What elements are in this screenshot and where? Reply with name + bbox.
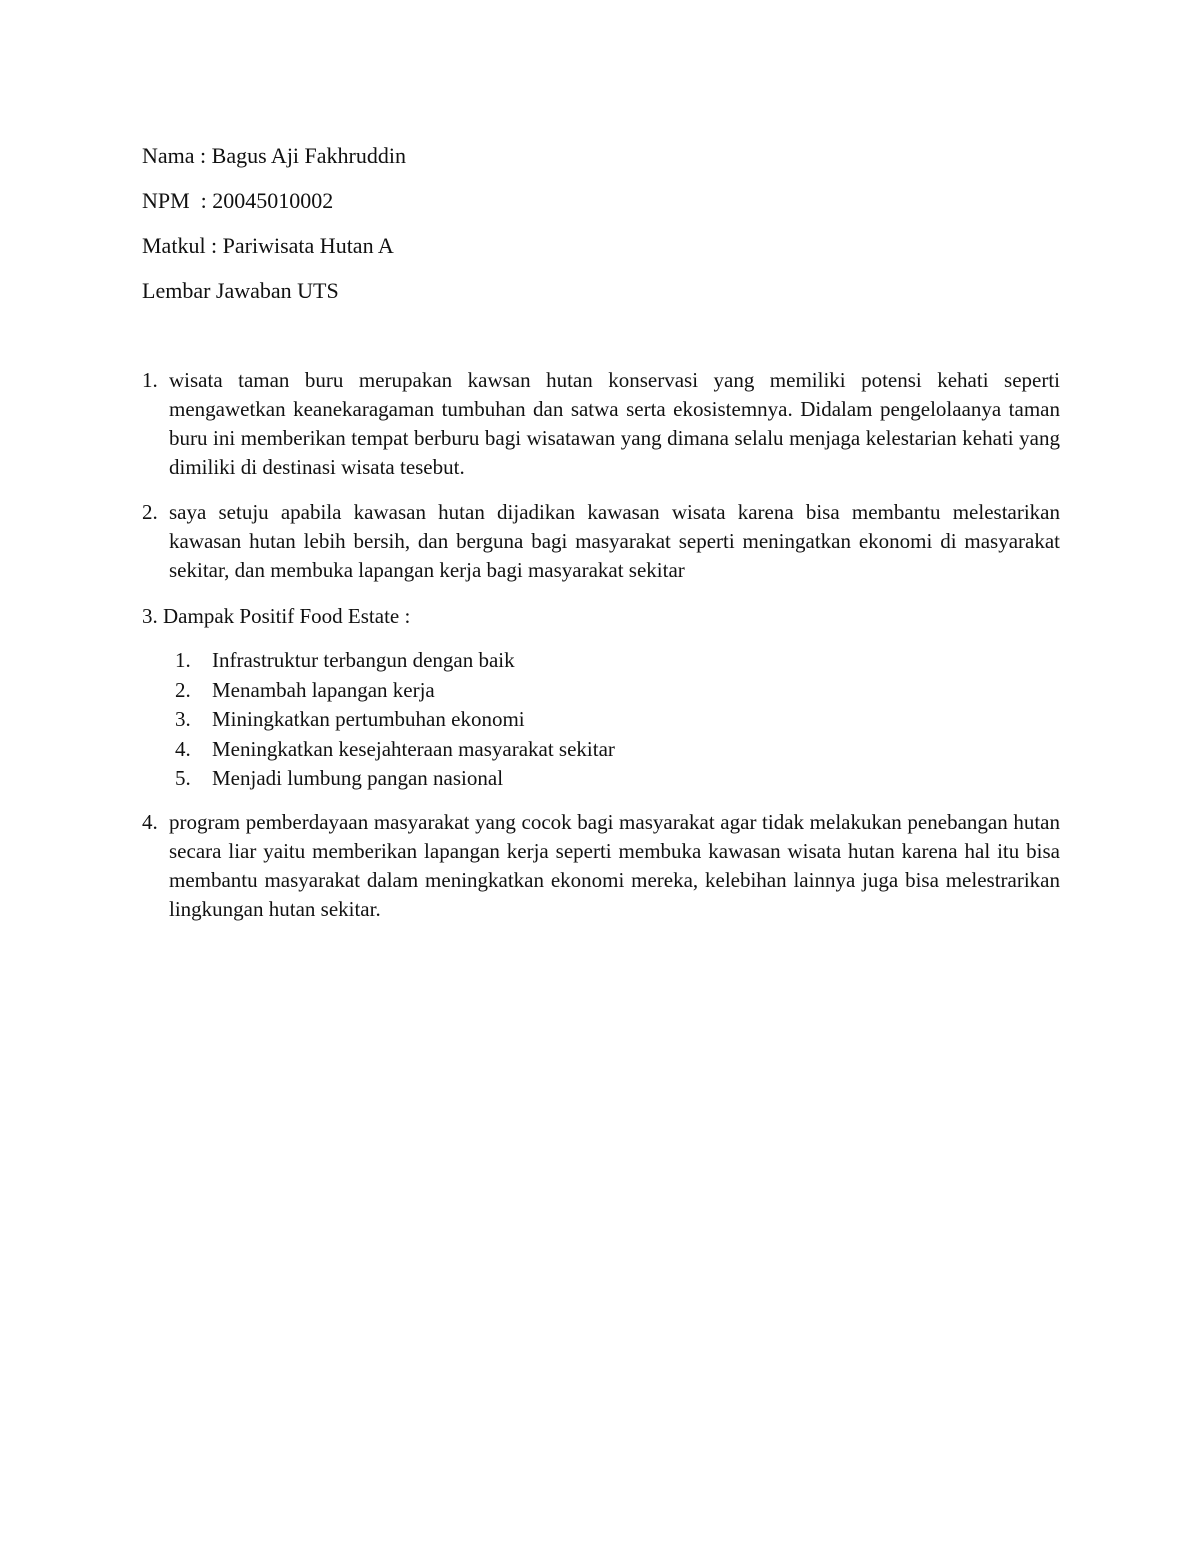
answer-2 [142,498,1060,585]
list-item: 1. Infrastruktur terbangun dengan baik [175,648,515,672]
list-item: 5. Menjadi lumbung pangan nasional [175,766,504,790]
answer-1-number: 1. [142,368,158,392]
answer-2-text: saya setuju apabila kawasan hutan dijadikan kawasan wisata karena bisa membantu melestarikan kawasan hutan lebih bersih, dan berguna bagi masyarakat seperti meningatkan ekonomi di masyarakat sekitar, dan membuka lapangan kerja bagi masyarakat sekitar [169,500,1060,582]
answer-1-text: wisata taman buru merupakan kawsan hutan konservasi yang memiliki potensi kehati seperti mengawetkan keanekaragaman tumbuhan dan satwa serta ekosistemnya. Didalam pengelolaanya taman buru ini memberikan tempat berburu bagi wisatawan yang dimana selalu menjaga kelestarian kehati yang dimiliki di destinasi wisata tesebut. [169,368,1060,479]
answer-1 [142,366,1060,482]
answer-3-list [175,646,615,794]
answer-3-title: 3. Dampak Positif Food Estate : [142,604,411,628]
course-name: Matkul : Pariwisata Hutan A [142,233,394,258]
answer-4-number: 4. [142,810,158,834]
student-name: Nama : Bagus Aji Fakhruddin [142,143,406,168]
list-item: 2. Menambah lapangan kerja [175,677,435,702]
answer-2-number: 2. [142,500,158,524]
student-npm: NPM : 20045010002 [142,188,334,213]
sheet-title: Lembar Jawaban UTS [142,278,339,303]
list-item: 3. Miningkatkan pertumbuhan ekonomi [175,707,525,731]
answer-4 [142,808,1060,924]
answer-4-text: program pemberdayaan masyarakat yang cocok bagi masyarakat agar tidak melakukan penebangan hutan secara liar yaitu memberikan lapangan kerja seperti membuka kawasan wisata hutan karena hal itu bisa membantu masyarakat dalam meningkatkan ekonomi mereka, kelebihan lainnya juga bisa melestrarikan lingkungan hutan sekitar. [169,810,1060,921]
list-item: 4. Meningkatkan kesejahteraan masyarakat sekitar [175,736,615,761]
